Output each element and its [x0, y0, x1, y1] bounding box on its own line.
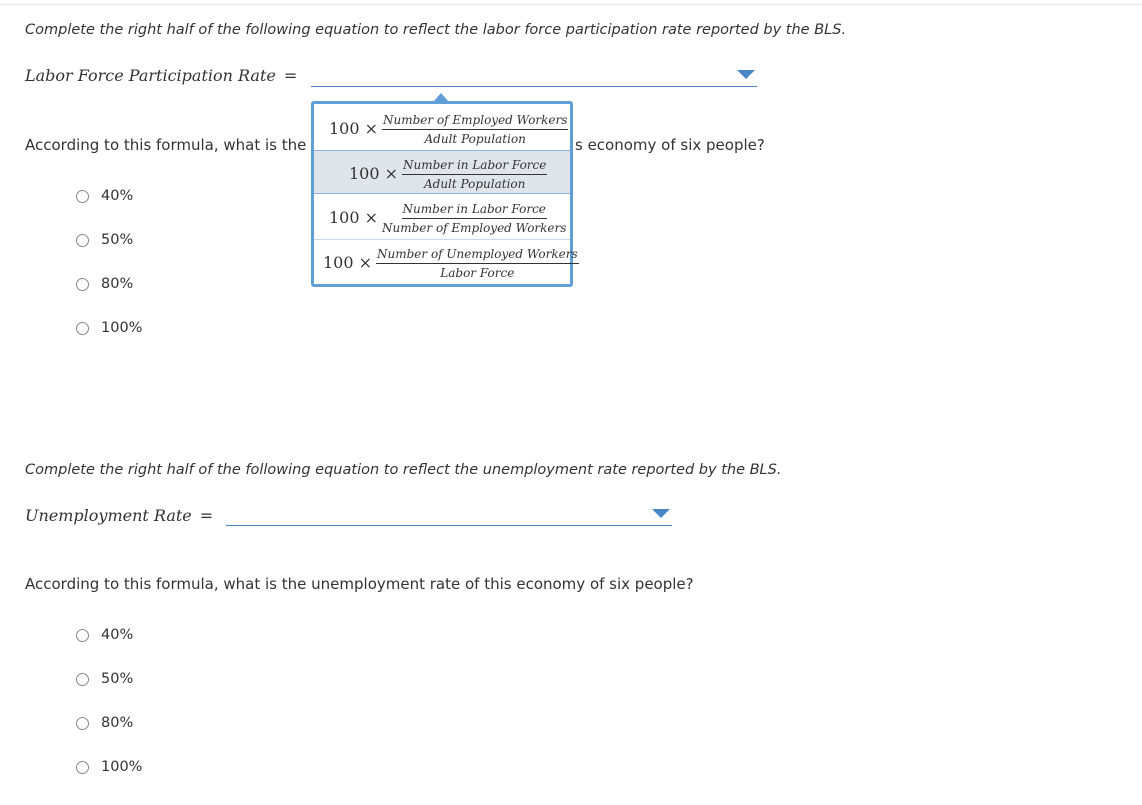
option-label: 100%: [101, 320, 143, 336]
menu-item-laborforce-over-employed[interactable]: [314, 195, 570, 239]
menu-item-unemployed-over-laborforce[interactable]: [314, 239, 578, 283]
q2-option-80[interactable]: [76, 713, 133, 733]
q1-equals-sign: =: [283, 66, 298, 85]
radio-button[interactable]: [76, 278, 89, 291]
fraction-denominator: Labor Force: [440, 266, 515, 280]
q2-equals-sign: =: [199, 506, 214, 525]
q2-option-100[interactable]: [76, 757, 142, 777]
radio-button[interactable]: [76, 629, 89, 642]
q2-equation-text: Unemployment Rate: [25, 506, 192, 525]
formula-dropdown-menu: [311, 101, 578, 287]
menu-item-employed-over-adult[interactable]: [314, 106, 570, 150]
q2-instruction: Complete the right half of the following equation to reflect the unemployment rate reported by the BLS.: [25, 462, 782, 478]
radio-button[interactable]: [76, 322, 89, 335]
radio-button[interactable]: [76, 673, 89, 686]
radio-button[interactable]: [76, 234, 89, 247]
fraction-numerator: Number in Labor Force: [402, 158, 547, 175]
fraction-denominator: Number of Employed Workers: [382, 221, 567, 235]
fraction-numerator: Number of Unemployed Workers: [376, 247, 579, 264]
q2-formula-dropdown[interactable]: [226, 505, 672, 526]
fraction-denominator: Adult Population: [423, 177, 526, 191]
q1-option-50[interactable]: [76, 230, 133, 250]
option-label: 100%: [101, 759, 143, 775]
q1-question-left: According to this formula, what is the: [25, 136, 307, 154]
menu-item-fraction: [402, 158, 547, 191]
q1-instruction: Complete the right half of the following equation to reflect the labor force participation rate reported by the BLS.: [25, 22, 847, 38]
menu-item-coefficient: 100 ×: [329, 119, 379, 138]
q1-question-right: s economy of six people?: [575, 136, 765, 154]
q2-option-50[interactable]: [76, 669, 133, 689]
menu-item-fraction: [382, 113, 568, 146]
q1-equation-text: Labor Force Participation Rate: [25, 66, 276, 85]
menu-item-laborforce-over-adult[interactable]: [314, 150, 570, 194]
q1-option-100[interactable]: [76, 318, 142, 338]
q2-option-40[interactable]: [76, 625, 133, 645]
option-label: 80%: [101, 276, 134, 292]
top-divider: [0, 4, 1142, 5]
option-label: 50%: [101, 232, 134, 248]
chevron-down-icon: [737, 70, 755, 79]
menu-item-coefficient: 100 ×: [323, 253, 373, 272]
chevron-down-icon: [652, 509, 670, 518]
menu-item-coefficient: 100 ×: [349, 164, 399, 183]
q1-option-80[interactable]: [76, 274, 133, 294]
menu-item-fraction: [382, 202, 566, 235]
option-label: 40%: [101, 188, 134, 204]
q1-option-40[interactable]: [76, 186, 133, 206]
q1-equation-label: [25, 66, 297, 85]
fraction-denominator: Adult Population: [424, 132, 526, 146]
fraction-numerator: Number of Employed Workers: [382, 113, 568, 130]
menu-item-fraction: [376, 247, 579, 280]
q1-formula-dropdown[interactable]: [311, 66, 757, 87]
radio-button[interactable]: [76, 190, 89, 203]
option-label: 80%: [101, 715, 134, 731]
option-label: 40%: [101, 627, 134, 643]
q2-question: According to this formula, what is the unemployment rate of this economy of six people?: [25, 575, 694, 593]
q2-equation-label: [25, 506, 213, 525]
menu-item-coefficient: 100 ×: [329, 208, 379, 227]
radio-button[interactable]: [76, 761, 89, 774]
radio-button[interactable]: [76, 717, 89, 730]
fraction-numerator: Number in Labor Force: [402, 202, 547, 219]
option-label: 50%: [101, 671, 134, 687]
